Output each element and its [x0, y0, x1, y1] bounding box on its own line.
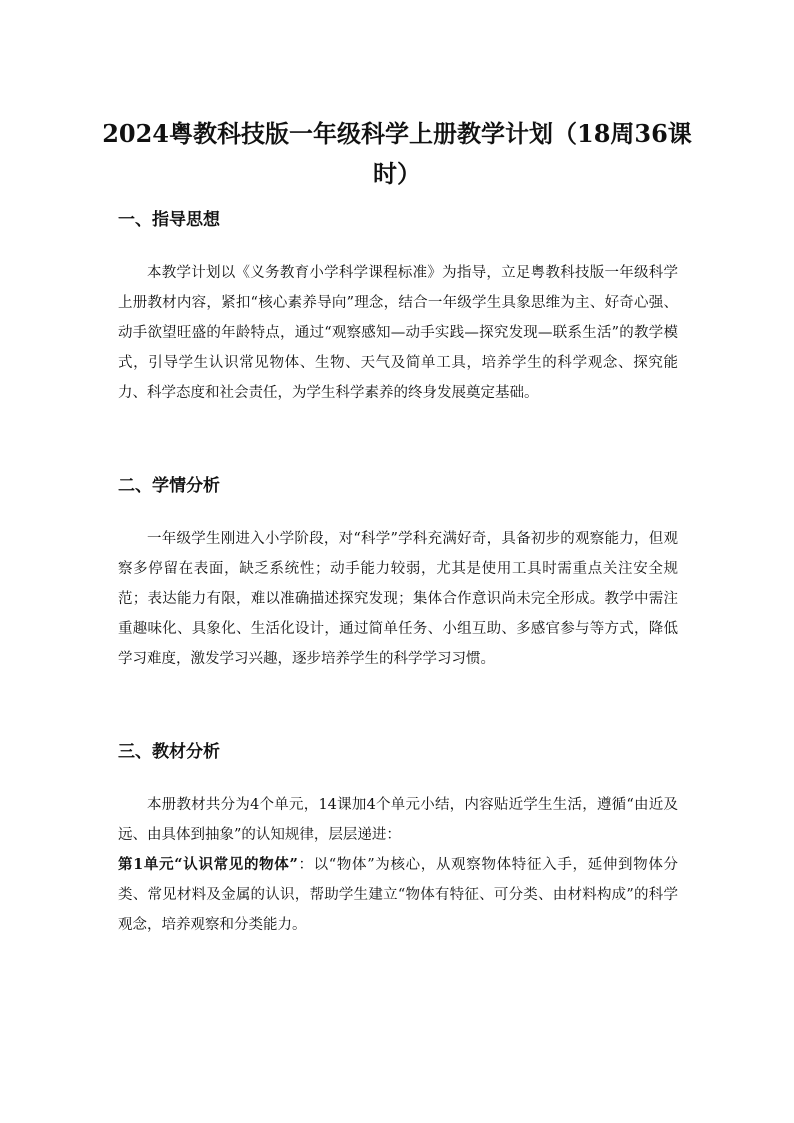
section-heading-textbook-analysis: 三、教材分析 [118, 742, 220, 762]
section-heading-student-analysis: 二、学情分析 [118, 476, 220, 496]
unit-1-label: 第1单元“认识常见的物体” [118, 856, 298, 873]
unit-1-description: ：以“物体”为核心，从观察物体特征入手，延伸到物体分类、常见材料及金属的认识，帮助学生建立“物体有特征、可分类、由材料构成”的科学观念，培养观察和分类能力。 [118, 857, 678, 933]
paragraph-textbook-analysis: 本册教材共分为4个单元，14课加4个单元小结，内容贴近学生生活，遵循“由近及远、由具体到抽象”的认知规律，层层递进： [118, 797, 678, 843]
paragraph-guiding-thought: 本教学计划以《义务教育小学科学课程标准》为指导，立足粤教科技版一年级科学上册教材内容，紧扣“核心素养导向”理念，结合一年级学生具象思维为主、好奇心强、动手欲望旺盛的年龄特点，通过“观察感知—动手实践—探究发现—联系生活”的教学模式，引导学生认识常见物体、生物、天气及简单工具，培养学生的科学观念、探究能力、科学态度和社会责任，为学生科学素养的终身发展奠定基础。 [118, 265, 678, 401]
paragraph-unit-1 [118, 850, 678, 940]
page-title: 2024粤教科技版一年级科学上册教学计划（18周36课时） [102, 119, 692, 189]
paragraph-student-analysis: 一年级学生刚进入小学阶段，对“科学”学科充满好奇，具备初步的观察能力，但观察多停留在表面，缺乏系统性；动手能力较弱，尤其是使用工具时需重点关注安全规范；表达能力有限，难以准确描述探究发现；集体合作意识尚未完全形成。教学中需注重趣味化、具象化、生活化设计，通过简单任务、小组互助、多感官参与等方式，降低学习难度，激发学习兴趣，逐步培养学生的科学学习习惯。 [118, 531, 678, 667]
section-heading-guiding-thought: 一、指导思想 [118, 210, 220, 230]
